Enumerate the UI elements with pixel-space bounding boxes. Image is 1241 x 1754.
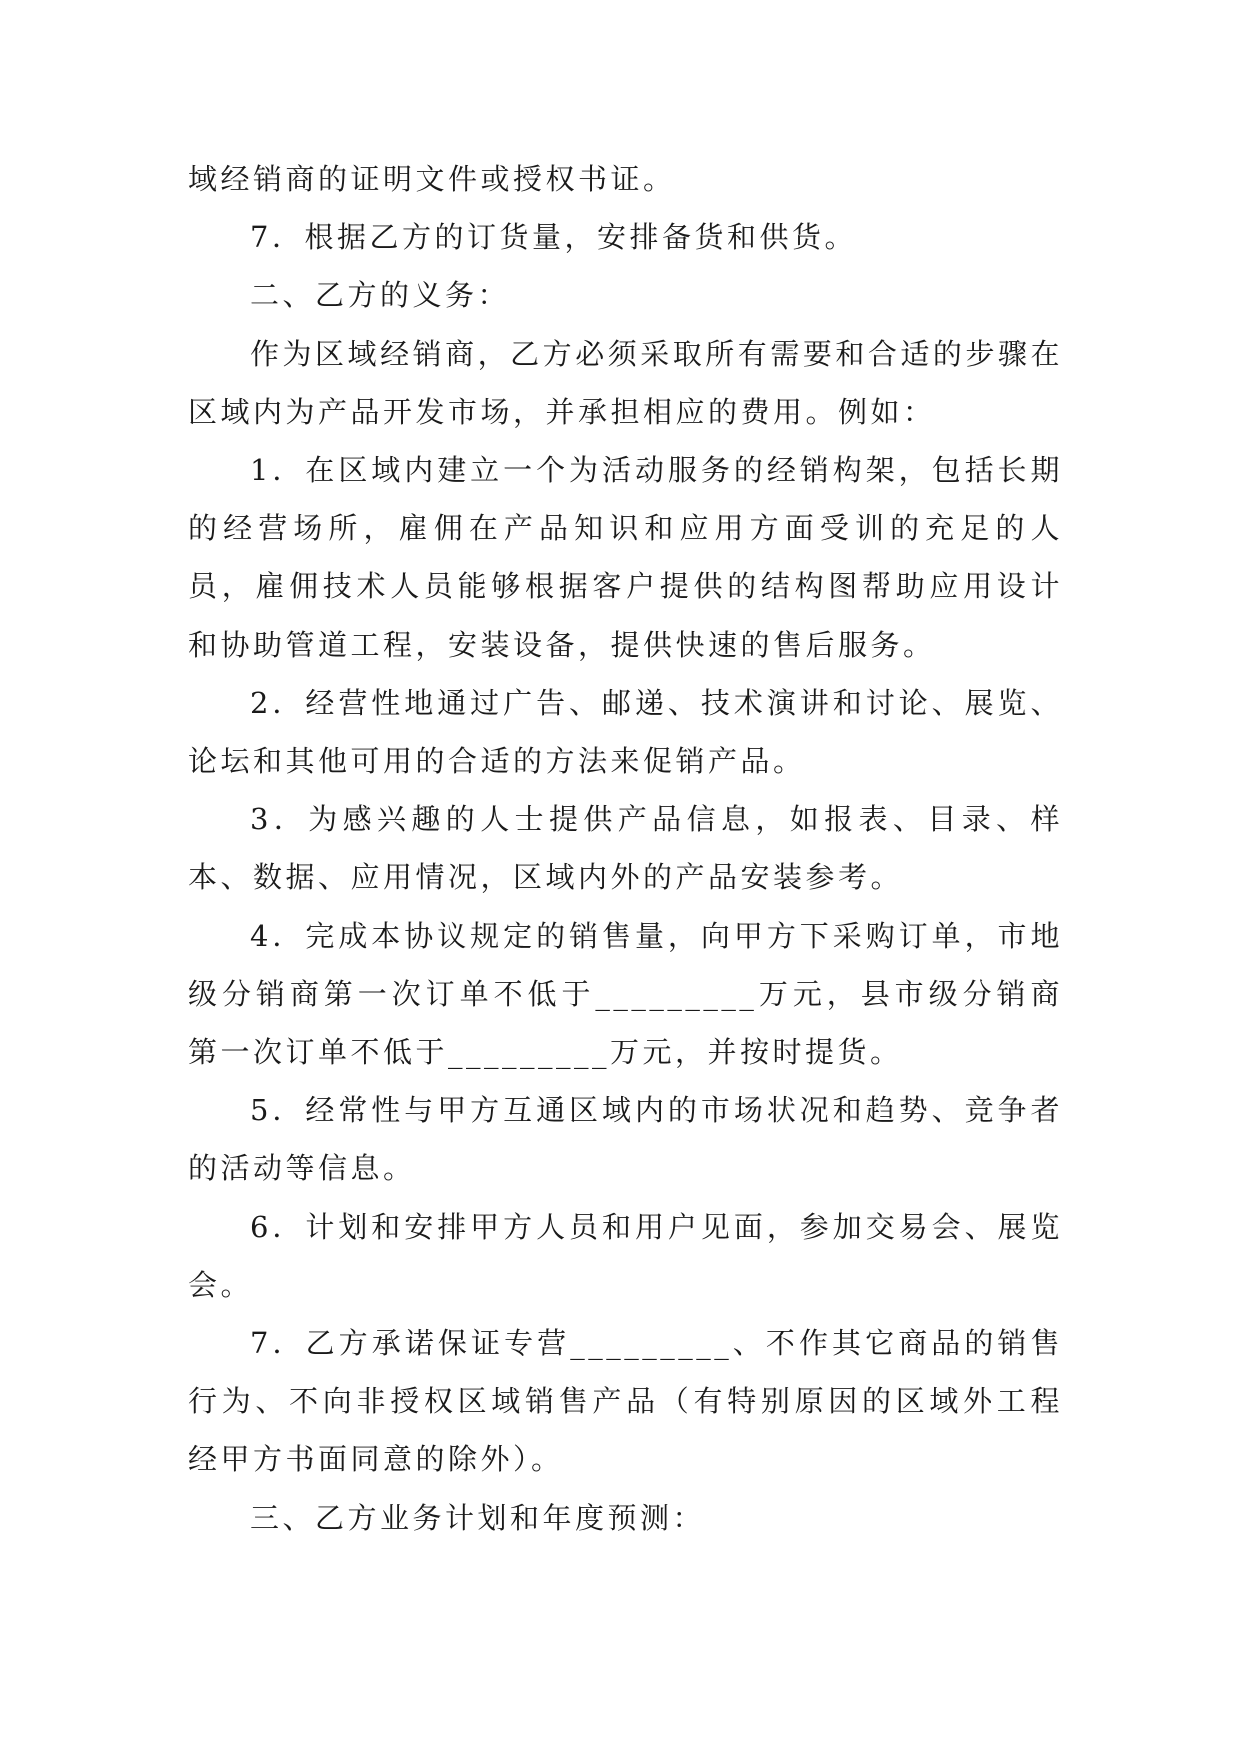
paragraph-item-1: 1．在区域内建立一个为活动服务的经销构架，包括长期的经营场所，雇佣在产品知识和应用方面受训的充足的人员，雇佣技术人员能够根据客户提供的结构图帮助应用设计和协助管道工程，安装设备，提供快速的售后服务。	[188, 453, 1063, 662]
paragraph-obligation-a7: 7．根据乙方的订货量，安排备货和供货。	[250, 220, 857, 255]
paragraph-item-6: 6．计划和安排甲方人员和用户见面，参加交易会、展览会。	[188, 1209, 1063, 1302]
paragraph-item-7: 7．乙方承诺保证专营_________、不作其它商品的销售行为、不向非授权区域销售产品（有特别原因的区域外工程经甲方书面同意的除外）。	[188, 1326, 1063, 1477]
section-heading-party-b-obligations: 二、乙方的义务：	[250, 278, 511, 313]
paragraph-item-3: 3．为感兴趣的人士提供产品信息，如报表、目录、样本、数据、应用情况，区域内外的产品安装参考。	[188, 802, 1063, 895]
paragraph-item-4: 4．完成本协议规定的销售量，向甲方下采购订单，市地级分销商第一次订单不低于_________万元，县市级分销商第一次订单不低于_________万元，并按时提货。	[188, 918, 1063, 1070]
paragraph-item-2: 2．经营性地通过广告、邮递、技术演讲和讨论、展览、论坛和其他可用的合适的方法来促销产品。	[188, 685, 1063, 779]
paragraph-continuation: 域经销商的证明文件或授权书证。	[188, 162, 676, 196]
paragraph-intro: 作为区域经销商，乙方必须采取所有需要和合适的步骤在区域内为产品开发市场，并承担相应的费用。例如：	[188, 336, 1063, 429]
paragraph-item-5: 5．经常性与甲方互通区域内的市场状况和趋势、竞争者的活动等信息。	[188, 1093, 1063, 1186]
section-heading-business-plan: 三、乙方业务计划和年度预测：	[250, 1500, 706, 1535]
document-body	[188, 150, 1063, 1547]
